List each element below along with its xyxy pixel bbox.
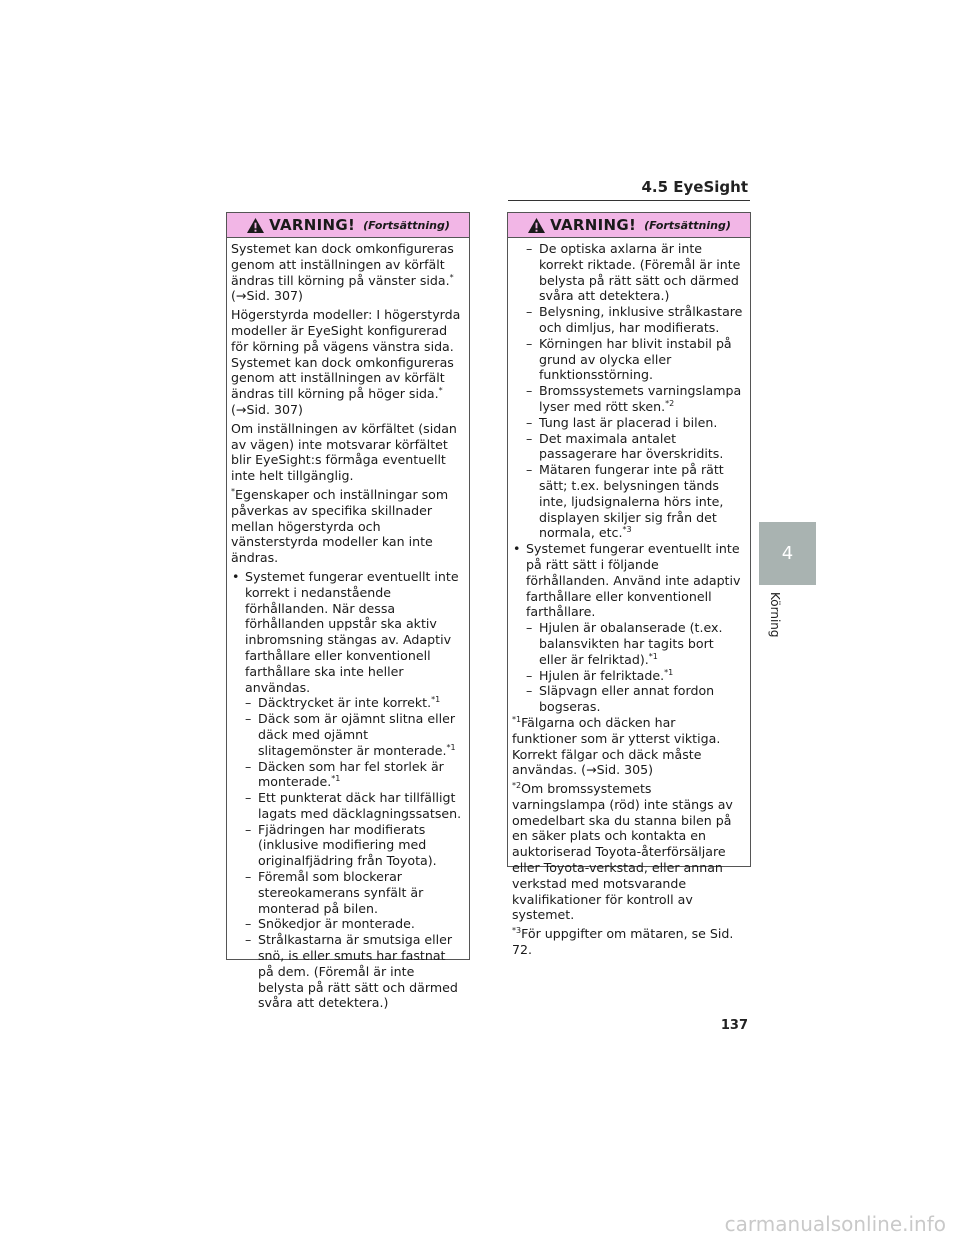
bullet-item: • Systemet fungerar eventuellt inte på rätt sätt i följande förhållanden. Använd inte adaptiv farthållare eller konventionell farthållare. xyxy=(512,541,744,620)
warning-continued: (Fortsättning) xyxy=(363,218,450,232)
dash-item: – Tung last är placerad i bilen. xyxy=(526,414,718,430)
warning-header xyxy=(227,213,469,238)
dash-item: – Körningen har blivit instabil på grund av olycka eller funktionsstörning. xyxy=(526,335,732,383)
dash-item: – De optiska axlarna är inte korrekt riktade. (Föremål är inte belysta på rätt sätt och därmed svåra att detektera.) xyxy=(526,241,741,304)
dash-item: – Däck som är ojämnt slitna eller däck med ojämnt slitagemönster är monterade.$^{*1}$ xyxy=(245,711,456,758)
chapter-label: Körning xyxy=(768,592,782,638)
warning-label: VARNING! xyxy=(269,216,356,234)
page-number: 137 xyxy=(720,1018,748,1033)
paragraph: Systemet kan dock omkonfigureras genom att inställningen av körfält ändras till körning på vänster sida.* (→Sid. 307) xyxy=(231,241,454,304)
dash-item: – Strålkastarna är smutsiga eller snö, is eller smuts har fastnat på dem. (Föremål är inte belysta på rätt sätt och därmed svåra att detektera.) xyxy=(245,932,458,1011)
dash-item: – Ett punkterat däck har tillfälligt lagats med däcklagningssatsen. xyxy=(245,790,462,821)
warning-box-left xyxy=(226,212,470,1011)
warning-continued: (Fortsättning) xyxy=(644,218,731,232)
dash-item: – Däcktrycket är inte korrekt.$^{*1}$ xyxy=(245,695,441,711)
footnote: *Egenskaper och inställningar som påverkas av specifika skillnader mellan högerstyrda och vänsterstyrda modeller kan inte ändras. xyxy=(231,486,449,566)
dash-item: – Belysning, inklusive strålkastare och dimljus, har modifierats. xyxy=(526,304,743,335)
warning-box-right xyxy=(507,212,751,958)
chapter-number: 4 xyxy=(781,543,794,564)
dash-item: – Bromssystemets varningslampa lyser med rött sken.$^{*2}$ xyxy=(526,383,742,414)
dash-item: – Föremål som blockerar stereokamerans synfält är monterad på bilen. xyxy=(245,869,424,916)
watermark: carmanualsonline.info xyxy=(724,1212,946,1236)
footnote: $^{*2}$Om bromssystemets varningslampa (röd) inte stängs av omedelbart ska du stanna bilen på en säker plats och kontakta en auktoriserad Toyota-återförsäljare eller Toyota-verkstad, eller annan verkstad med motsvarande kvalifikationer för kontroll av systemet. xyxy=(512,780,733,923)
footnote: $^{*3}$För uppgifter om mätaren, se Sid. 72. xyxy=(512,926,734,958)
dash-item: – Släpvagn eller annat fordon bogseras. xyxy=(526,683,715,715)
dash-item: – Hjulen är felriktade.$^{*1}$ xyxy=(526,667,674,683)
paragraph: Om inställningen av körfältet (sidan av vägen) inte motsvarar körfältet blir EyeSight:s förmåga eventuellt inte helt tillgänglig. xyxy=(231,420,457,484)
bullet-item: • Systemet fungerar eventuellt inte korrekt i nedanstående förhållanden. När dessa förhållanden uppstår ska aktiv inbromsning stängas av. Adaptiv farthållare eller konventionell farthållare ska inte heller användas. xyxy=(231,569,463,695)
warning-label: VARNING! xyxy=(550,216,637,234)
warning-triangle-icon xyxy=(527,217,546,234)
dash-item: – Det maximala antalet passagerare har överskridits. xyxy=(526,430,724,462)
footnote: $^{*1}$Fälgarna och däcken har funktioner som är ytterst viktiga. Korrekt fälgar och däck måste användas. (→Sid. 305) xyxy=(512,714,721,778)
section-title: 4.5 EyeSight xyxy=(641,178,748,196)
header-rule xyxy=(508,200,750,201)
warning-body xyxy=(508,238,750,967)
paragraph: Högerstyrda modeller: I högerstyrda modeller är EyeSight konfigurerad för körning på vägens vänstra sida. Systemet kan dock omkonfigureras genom att inställningen av körfält ändras till körning på höger sida.* (→Sid. 307) xyxy=(231,307,461,417)
warning-header xyxy=(508,213,750,238)
warning-triangle-icon xyxy=(246,217,265,234)
chapter-tab xyxy=(759,522,816,585)
warning-body xyxy=(227,238,469,1017)
dash-item: – Snökedjor är monterade. xyxy=(245,916,415,932)
dash-item: – Mätaren fungerar inte på rätt sätt; t.ex. belysningen tänds inte, ljudsignalerna hörs inte, displayen skiljer sig från det normala, etc.$^{*3}$ xyxy=(526,462,724,541)
dash-item: – Däcken som har fel storlek är monterade.$^{*1}$ xyxy=(245,758,444,790)
dash-item: – Fjädringen har modifierats (inklusive modifiering med originalfjädring från Toyota). xyxy=(245,821,437,869)
dash-item: – Hjulen är obalanserade (t.ex. balansvikten har tagits bort eller är felriktad).$^{*1}$ xyxy=(526,620,723,667)
